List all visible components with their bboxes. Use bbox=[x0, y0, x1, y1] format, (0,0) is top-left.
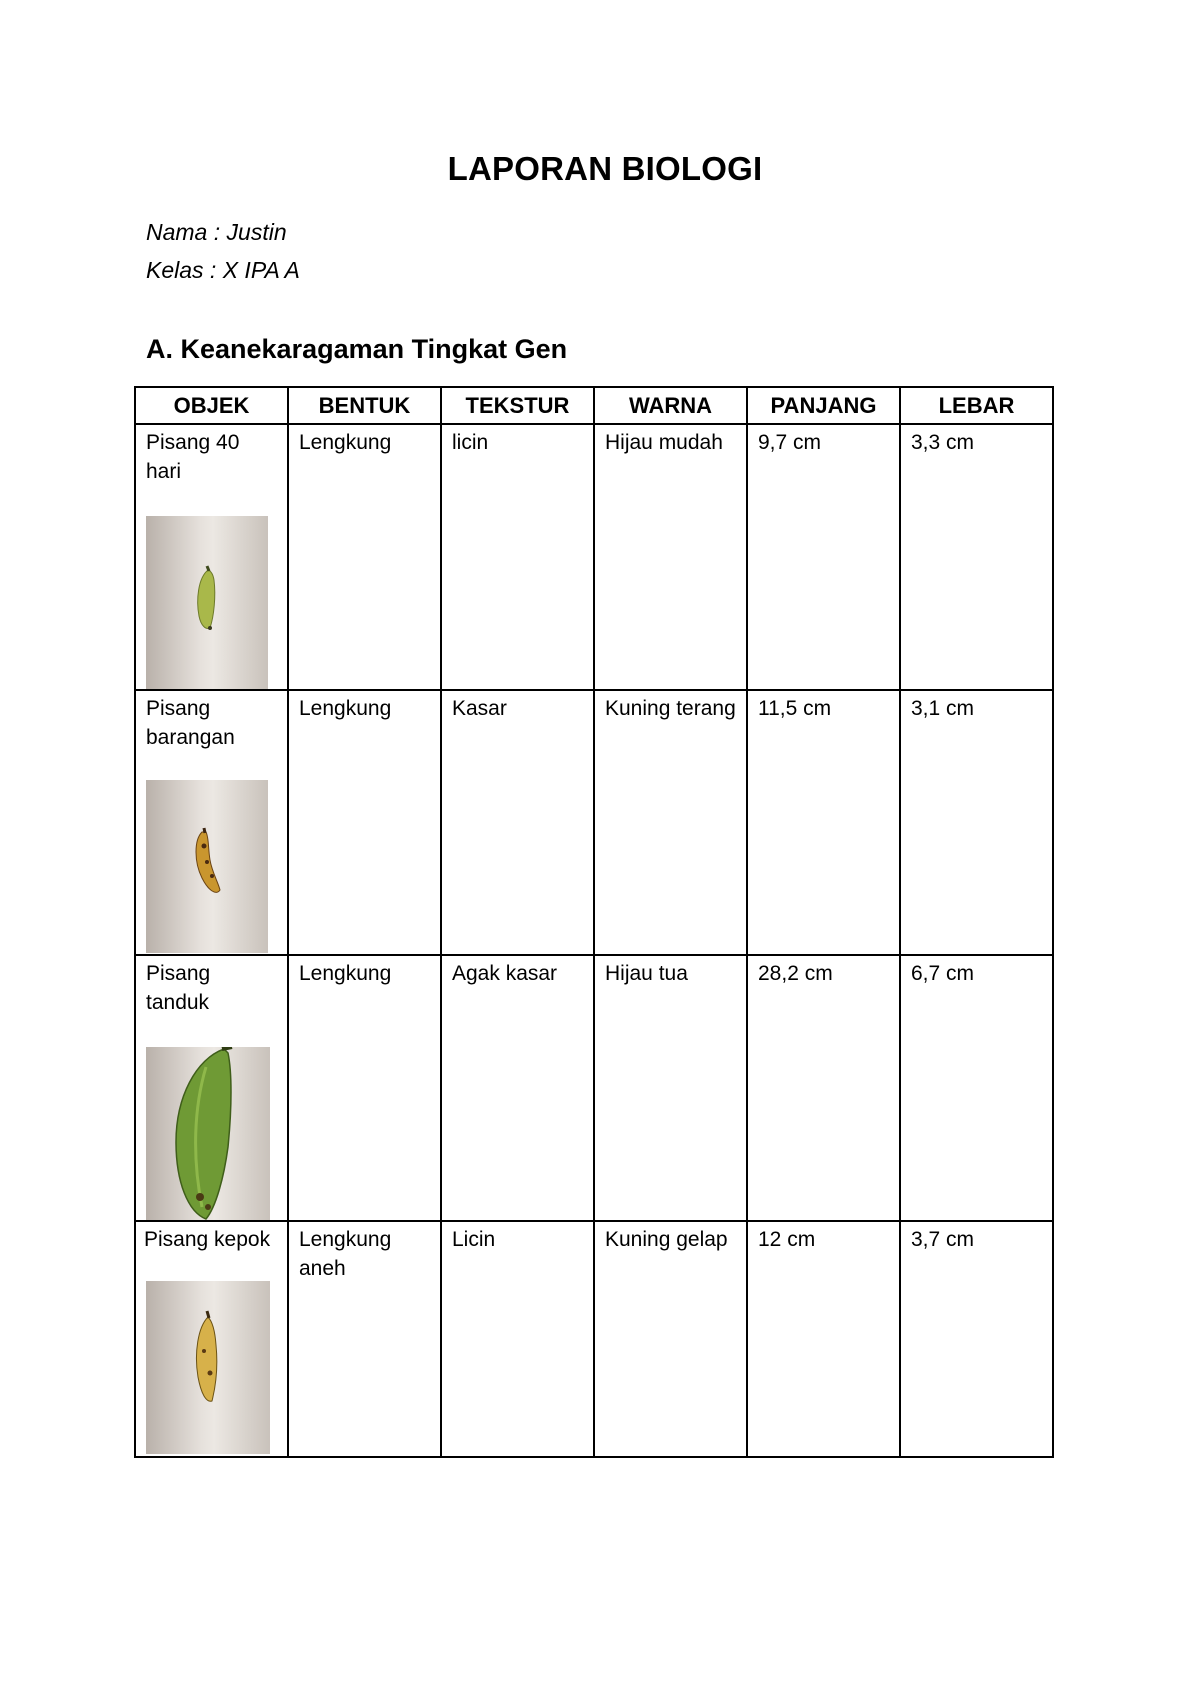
cell-tekstur: Agak kasar bbox=[441, 955, 594, 1221]
cell-warna: Kuning gelap bbox=[594, 1221, 747, 1457]
cell-tekstur: licin bbox=[441, 424, 594, 690]
object-name: Pisang tanduk bbox=[146, 962, 211, 1014]
table-row bbox=[135, 690, 1053, 955]
object-name: Pisang 40 hari bbox=[146, 431, 240, 483]
cell-tekstur: Licin bbox=[441, 1221, 594, 1457]
cell-bentuk: Lengkung bbox=[288, 690, 441, 955]
cell-bentuk: Lengkung aneh bbox=[288, 1221, 441, 1457]
observation-table bbox=[134, 386, 1054, 1458]
kepok-banana-photo bbox=[146, 1281, 270, 1454]
cell-bentuk: Lengkung bbox=[288, 424, 441, 690]
ripe-banana-photo bbox=[146, 780, 268, 953]
cell-warna: Kuning terang bbox=[594, 690, 747, 955]
student-name: Nama : Justin bbox=[146, 219, 287, 245]
page-title: LAPORAN BIOLOGI bbox=[447, 150, 763, 187]
header-bentuk: BENTUK bbox=[288, 387, 441, 424]
cell-panjang: 9,7 cm bbox=[747, 424, 900, 690]
cell-panjang: 11,5 cm bbox=[747, 690, 900, 955]
table-row bbox=[135, 1221, 1053, 1457]
cell-objek bbox=[135, 955, 288, 1221]
table-row bbox=[135, 955, 1053, 1221]
object-name: Pisang kepok bbox=[144, 1228, 271, 1251]
cell-tekstur: Kasar bbox=[441, 690, 594, 955]
cell-lebar: 3,7 cm bbox=[900, 1221, 1053, 1457]
cell-objek bbox=[135, 690, 288, 955]
header-panjang: PANJANG bbox=[747, 387, 900, 424]
green-banana-photo bbox=[146, 516, 268, 689]
header-tekstur: TEKSTUR bbox=[441, 387, 594, 424]
cell-objek bbox=[135, 1221, 288, 1457]
table-header-row bbox=[135, 387, 1053, 424]
cell-lebar: 6,7 cm bbox=[900, 955, 1053, 1221]
cell-objek bbox=[135, 424, 288, 690]
cell-warna: Hijau tua bbox=[594, 955, 747, 1221]
header-lebar: LEBAR bbox=[900, 387, 1053, 424]
object-name: Pisang barangan bbox=[146, 697, 235, 749]
cell-lebar: 3,3 cm bbox=[900, 424, 1053, 690]
header-warna: WARNA bbox=[594, 387, 747, 424]
cell-warna: Hijau mudah bbox=[594, 424, 747, 690]
cell-bentuk: Lengkung bbox=[288, 955, 441, 1221]
plantain-photo bbox=[146, 1047, 270, 1220]
student-class: Kelas : X IPA A bbox=[146, 257, 300, 283]
cell-panjang: 28,2 cm bbox=[747, 955, 900, 1221]
cell-panjang: 12 cm bbox=[747, 1221, 900, 1457]
cell-lebar: 3,1 cm bbox=[900, 690, 1053, 955]
header-objek: OBJEK bbox=[135, 387, 288, 424]
section-heading: A. Keanekaragaman Tingkat Gen bbox=[146, 334, 568, 364]
table-row bbox=[135, 424, 1053, 690]
